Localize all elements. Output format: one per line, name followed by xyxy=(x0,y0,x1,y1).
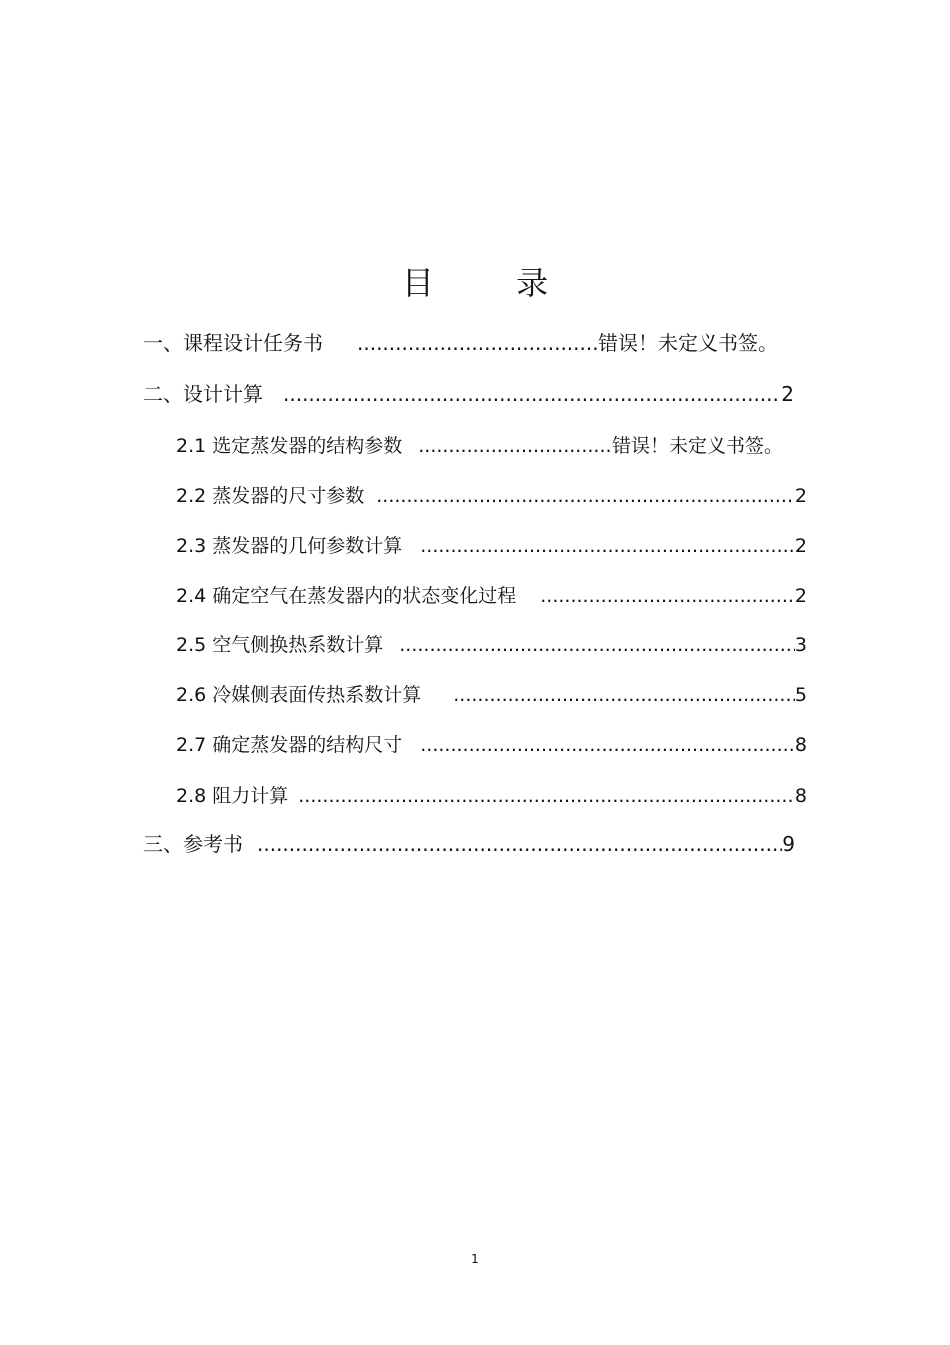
toc-label: 2.1 选定蒸发器的结构参数 xyxy=(176,435,403,457)
toc-page: 8 xyxy=(794,785,807,807)
toc-entry-design-calc[interactable] xyxy=(143,378,794,407)
toc-label: 2.3 蒸发器的几何参数计算 xyxy=(176,535,403,557)
toc-label: 2.8 阻力计算 xyxy=(176,785,289,807)
toc-page: 9 xyxy=(782,832,795,856)
page-title: 目 录 xyxy=(401,264,585,302)
toc-entry-2-6[interactable] xyxy=(176,680,807,707)
toc-leader xyxy=(399,634,795,656)
toc-page: 2 xyxy=(794,585,807,607)
page-number: 1 xyxy=(471,1252,479,1266)
toc-label: 一、课程设计任务书 xyxy=(143,331,323,355)
toc-page: 2 xyxy=(794,485,807,507)
toc-leader xyxy=(420,734,795,756)
toc-label: 2.2 蒸发器的尺寸参数 xyxy=(176,485,365,507)
toc-leader xyxy=(540,585,795,607)
toc-page: 2 xyxy=(781,382,794,406)
toc-entry-2-2[interactable] xyxy=(176,481,807,508)
toc-leader xyxy=(357,331,598,355)
toc-label: 2.6 冷媒侧表面传热系数计算 xyxy=(176,684,422,706)
toc-entry-task-book[interactable] xyxy=(143,327,778,356)
toc-entry-references[interactable] xyxy=(143,828,795,857)
toc-label: 二、设计计算 xyxy=(143,382,263,406)
toc-leader xyxy=(298,785,795,807)
toc-page: 错误！未定义书签。 xyxy=(611,435,783,457)
toc-entry-2-4[interactable] xyxy=(176,581,807,608)
toc-leader xyxy=(420,535,795,557)
toc-page: 错误！未定义书签。 xyxy=(598,331,778,355)
toc-page: 3 xyxy=(794,634,807,656)
toc-page: 2 xyxy=(794,535,807,557)
toc-label: 2.5 空气侧换热系数计算 xyxy=(176,634,384,656)
toc-entry-2-1[interactable] xyxy=(176,431,783,458)
toc-label: 三、参考书 xyxy=(143,832,243,856)
toc-entry-2-5[interactable] xyxy=(176,630,807,657)
toc-label: 2.7 确定蒸发器的结构尺寸 xyxy=(176,734,403,756)
toc-page: 8 xyxy=(794,734,807,756)
toc-entry-2-8[interactable] xyxy=(176,781,807,808)
toc-page: 5 xyxy=(794,684,807,706)
toc-leader xyxy=(418,435,612,457)
toc-leader xyxy=(376,485,795,507)
toc-label: 2.4 确定空气在蒸发器内的状态变化过程 xyxy=(176,585,517,607)
toc-entry-2-3[interactable] xyxy=(176,531,807,558)
toc-leader xyxy=(283,382,781,406)
toc-leader xyxy=(453,684,795,706)
toc-leader xyxy=(257,832,782,856)
toc-entry-2-7[interactable] xyxy=(176,730,807,757)
